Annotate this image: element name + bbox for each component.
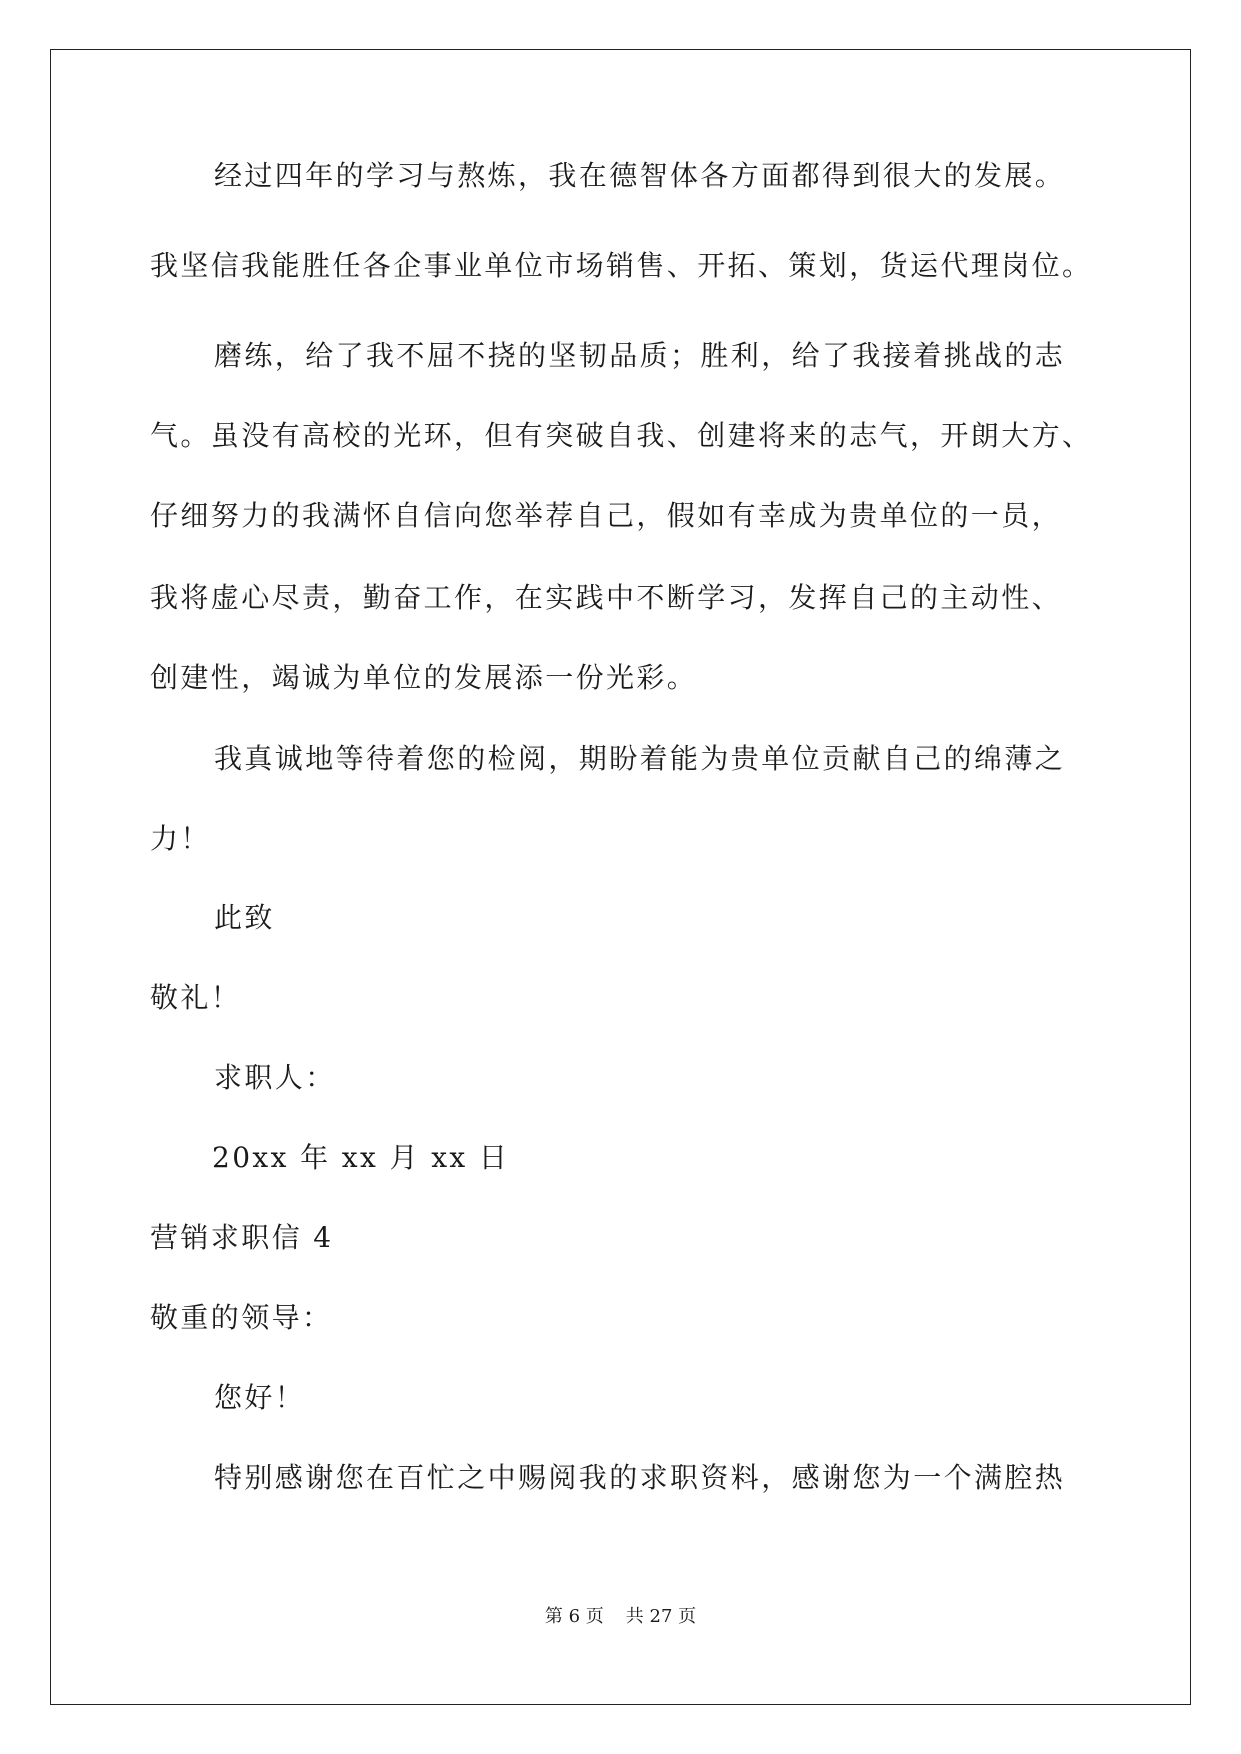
greeting-line: 敬重的领导： bbox=[150, 1301, 333, 1334]
page-border bbox=[50, 49, 1191, 1705]
body-line-4: 气。虽没有高校的光环，但有突破自我、创建将来的志气，开朗大方、 bbox=[150, 419, 1093, 452]
body-line-6: 我将虚心尽责，勤奋工作，在实践中不断学习，发挥自己的主动性、 bbox=[150, 581, 1063, 614]
section-title: 营销求职信 4 bbox=[150, 1221, 334, 1254]
closing-regards: 敬礼！ bbox=[150, 981, 242, 1014]
body-line-3: 磨练，给了我不屈不挠的坚韧品质；胜利，给了我接着挑战的志 bbox=[214, 339, 1066, 372]
body-line-2: 我坚信我能胜任各企事业单位市场销售、开拓、策划，货运代理岗位。 bbox=[150, 249, 1093, 282]
page-total: 共 27 页 bbox=[625, 1606, 697, 1627]
body-line-7: 创建性，竭诚为单位的发展添一份光彩。 bbox=[150, 661, 698, 694]
page-number: 第 6 页 bbox=[544, 1606, 604, 1627]
date-line: 20xx 年 xx 月 xx 日 bbox=[212, 1141, 510, 1174]
page-footer bbox=[0, 1605, 1241, 1629]
body-line-last: 特别感谢您在百忙之中赐阅我的求职资料，感谢您为一个满腔热 bbox=[214, 1461, 1066, 1494]
body-line-5: 仔细努力的我满怀自信向您举荐自己，假如有幸成为贵单位的一员， bbox=[150, 499, 1063, 532]
body-line-1: 经过四年的学习与熬炼，我在德智体各方面都得到很大的发展。 bbox=[214, 159, 1066, 192]
hello-line: 您好！ bbox=[214, 1381, 306, 1414]
applicant-label: 求职人： bbox=[214, 1061, 336, 1094]
body-line-8: 我真诚地等待着您的检阅，期盼着能为贵单位贡献自己的绵薄之 bbox=[214, 742, 1066, 775]
closing-salutation: 此致 bbox=[214, 901, 275, 934]
body-line-9: 力！ bbox=[150, 822, 211, 855]
